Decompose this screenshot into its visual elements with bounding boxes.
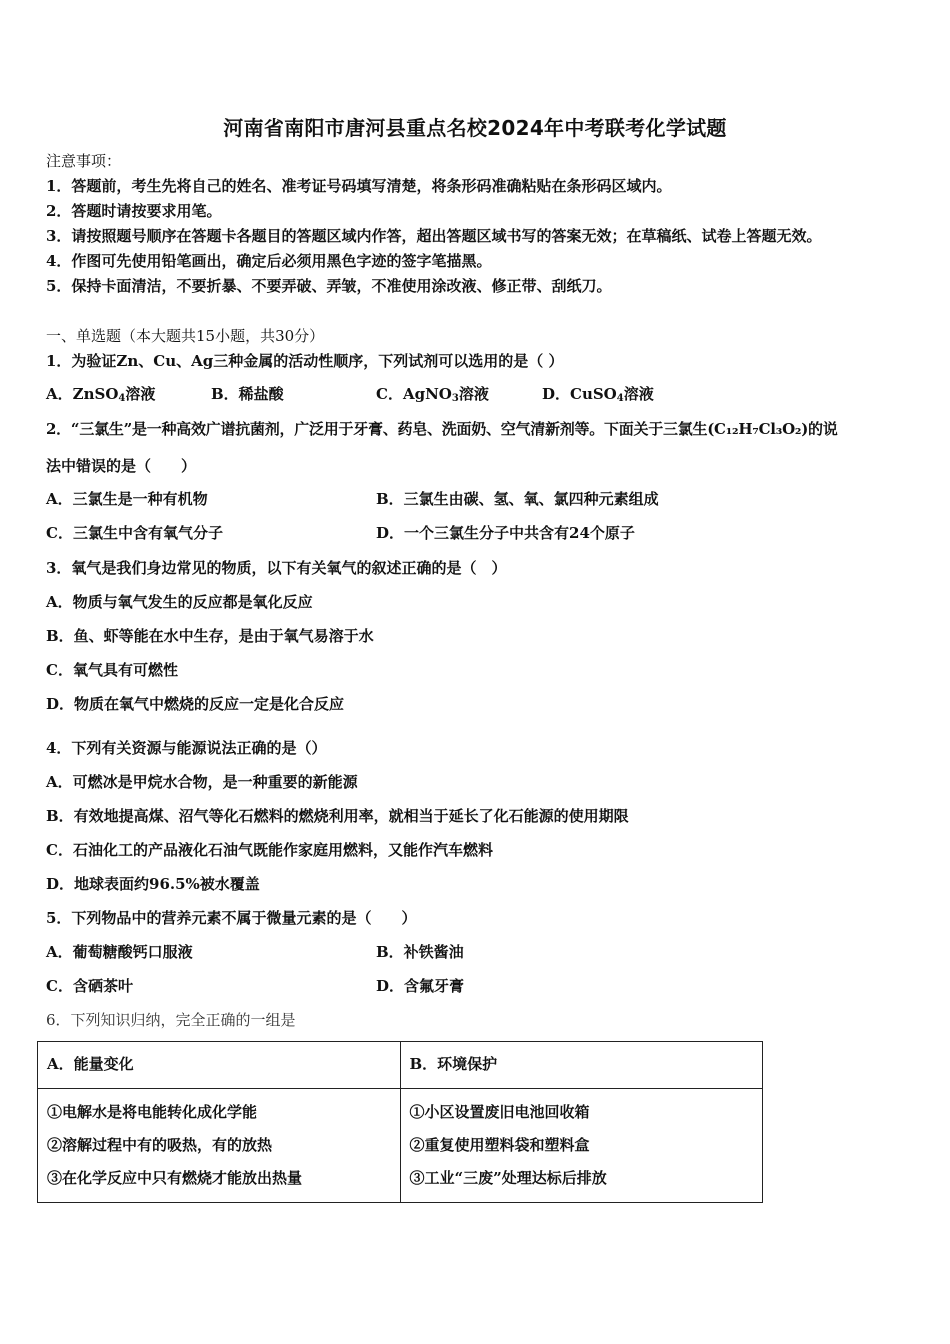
- q6-table-header-b: B．环境保护: [400, 1042, 763, 1089]
- q5-option-b: B．补铁酱油: [376, 943, 464, 961]
- notice-item-3: 3．请按照题号顺序在答题卡各题目的答题区域内作答，超出答题区域书写的答案无效；在草稿纸、试卷上答题无效。: [46, 227, 822, 245]
- q5-option-c: C．含硒茶叶: [46, 977, 133, 995]
- q2-stem-line2: 法中错误的是（ ）: [46, 457, 197, 475]
- notice-item-5: 5．保持卡面清洁，不要折暴、不要弄破、弄皱，不准使用涂改液、修正带、刮纸刀。: [46, 277, 612, 295]
- q6-b-item-3: ③工业“三废”处理达标后排放: [409, 1169, 607, 1187]
- q3-option-c: C．氧气具有可燃性: [46, 661, 178, 679]
- q6-a-item-2: ②溶解过程中有的吸热，有的放热: [47, 1136, 273, 1154]
- q1-option-d: D．CuSO$_4$溶液: [542, 385, 654, 404]
- q1-stem: 1．为验证Zn、Cu、Ag三种金属的活动性顺序，下列试剂可以选用的是（ ）: [46, 352, 564, 370]
- q3-option-d: D．物质在氧气中燃烧的反应一定是化合反应: [46, 695, 345, 713]
- q6-table-cell-b: [400, 1089, 763, 1203]
- q5-stem: 5．下列物品中的营养元素不属于微量元素的是（ ）: [46, 909, 417, 927]
- q1-option-c: C．AgNO$_3$溶液: [376, 385, 489, 404]
- q6-table-cell-a: [38, 1089, 401, 1203]
- q2-option-b: B．三氯生由碳、氢、氧、氯四种元素组成: [376, 490, 659, 508]
- q5-option-a: A．葡萄糖酸钙口服液: [46, 943, 193, 961]
- notice-item-4: 4．作图可先使用铅笔画出，确定后必须用黑色字迹的签字笔描黑。: [46, 252, 492, 270]
- q6-a-item-3: ③在化学反应中只有燃烧才能放出热量: [47, 1169, 303, 1187]
- q4-option-c: C．石油化工的产品液化石油气既能作家庭用燃料，又能作汽车燃料: [46, 841, 493, 859]
- q2-stem-line1: 2．“三氯生”是一种高效广谱抗菌剂，广泛用于牙膏、药皂、洗面奶、空气清新剂等。下面关于三氯生(C₁₂H₇Cl₃O₂)的说: [46, 420, 838, 438]
- notice-heading: 注意事项：: [46, 152, 122, 170]
- q6-table-header-a: A．能量变化: [38, 1042, 401, 1089]
- notice-item-1: 1．答题前，考生先将自己的姓名、准考证号码填写清楚，将条形码准确粘贴在条形码区域内。: [46, 177, 672, 195]
- q4-option-a: A．可燃冰是甲烷水合物，是一种重要的新能源: [46, 773, 358, 791]
- q1-option-b: B．稀盐酸: [211, 385, 284, 403]
- q2-option-a: A．三氯生是一种有机物: [46, 490, 208, 508]
- q3-option-a: A．物质与氧气发生的反应都是氧化反应: [46, 593, 313, 611]
- q3-stem: 3．氧气是我们身边常见的物质，以下有关氧气的叙述正确的是（ ）: [46, 559, 507, 577]
- page-title: 河南省南阳市唐河县重点名校2024年中考联考化学试题: [223, 116, 727, 140]
- q3-option-b: B．鱼、虾等能在水中生存，是由于氧气易溶于水: [46, 627, 374, 645]
- q6-a-item-1: ①电解水是将电能转化成化学能: [47, 1103, 258, 1121]
- q6-knowledge-table: [37, 1041, 763, 1203]
- q1-option-a: A．ZnSO$_4$溶液: [46, 385, 156, 404]
- q4-stem: 4．下列有关资源与能源说法正确的是（）: [46, 739, 327, 757]
- notice-item-2: 2．答题时请按要求用笔。: [46, 202, 222, 220]
- q6-stem: 6．下列知识归纳，完全正确的一组是: [46, 1011, 296, 1029]
- q4-option-d: D．地球表面约96.5%被水覆盖: [46, 875, 260, 893]
- q5-option-d: D．含氟牙膏: [376, 977, 465, 995]
- q2-option-d: D．一个三氯生分子中共含有24个原子: [376, 524, 635, 542]
- section-heading: 一、单选题（本大题共15小题，共30分）: [46, 327, 325, 345]
- q6-b-item-2: ②重复使用塑料袋和塑料盒: [409, 1136, 590, 1154]
- q4-option-b: B．有效地提高煤、沼气等化石燃料的燃烧利用率，就相当于延长了化石能源的使用期限: [46, 807, 629, 825]
- q2-option-c: C．三氯生中含有氧气分子: [46, 524, 223, 542]
- q6-b-item-1: ①小区设置废旧电池回收箱: [409, 1103, 590, 1121]
